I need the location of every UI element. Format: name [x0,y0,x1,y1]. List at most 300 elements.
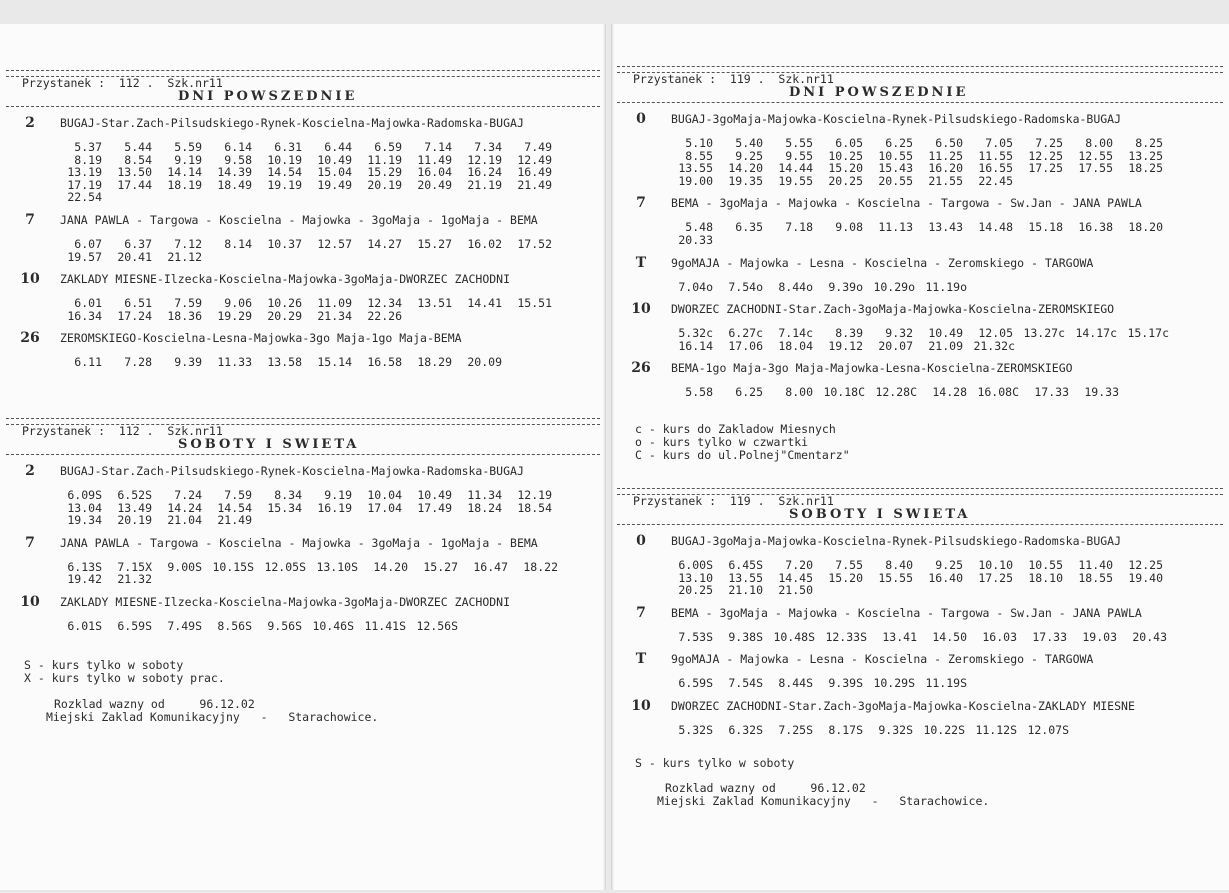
note-line: C - kurs do ul.Polnej"Cmentarz" [635,447,850,462]
departure-time: 8.19 [74,152,102,167]
departure-time: 11.41S [364,618,406,633]
departure-times [611,137,1229,187]
departure-time: 6.50 [935,136,963,150]
left-sheet [0,24,606,890]
route-number: 26 [20,330,40,347]
departure-time: 17.04 [367,500,402,515]
departure-time: 10.15S [212,559,254,574]
departure-time: 7.25S [778,722,813,737]
departure-time: 16.24 [467,165,502,180]
departure-time: 9.39 [174,355,202,370]
departure-time: 8.34 [274,488,302,502]
departure-time: 14.45 [778,570,813,585]
departure-time: 9.32 [885,326,913,341]
departure-time: 6.52S [117,488,152,502]
left-weekend-section [0,418,606,724]
times-row [52,514,606,527]
departure-time: 12.19 [517,488,552,502]
departure-time: 15.29 [367,165,402,180]
route-block [611,605,1229,644]
departure-time: 7.12 [174,236,202,251]
departure-time: 7.15X [117,559,152,574]
departure-time: 15.34 [267,500,302,515]
route-header [0,535,606,551]
departure-time: 13.51 [417,296,452,311]
departure-time: 17.33 [1034,385,1069,400]
times-row [663,327,1229,340]
departure-time: 7.49S [167,618,202,633]
departure-time: 19.33 [1084,385,1119,400]
departure-time: 7.14 [424,140,452,154]
departure-time: 7.54S [728,676,763,691]
departure-time: 7.28 [124,355,152,370]
departure-time: 13.41 [882,629,917,644]
departure-time: 8.56S [217,618,252,633]
route-header [611,698,1229,714]
departure-time: 6.59 [374,140,402,154]
departure-time: 17.44 [117,177,152,192]
departure-time: 6.37 [124,236,152,251]
departure-time: 19.03 [1082,629,1117,644]
route-header [0,115,606,131]
route-stops: BEMA - 3goMaja - Majowka - Koscielna - Targowa - Sw.Jan - JANA PAWLA [671,196,1142,211]
departure-time: 5.48 [685,220,713,235]
departure-time: 8.00 [1085,136,1113,150]
note-line: S - kurs tylko w soboty [24,657,184,672]
departure-time: 5.44 [124,140,152,154]
legend-notes [611,423,1229,462]
departure-time: 11.49 [417,152,452,167]
departure-time: 16.38 [1078,220,1113,235]
departure-time: 5.55 [785,136,813,150]
route-stops: JANA PAWLA - Targowa - Koscielna - Majowka - 3goMaja - 1goMaja - BEMA [60,535,538,550]
departure-time: 16.03 [982,629,1017,644]
departure-time: 9.32S [878,722,913,737]
departure-time: 18.22 [523,559,558,574]
route-block [611,698,1229,737]
operator-name: Miejski Zaklad Komunikacyjny - Starachowice. [657,793,990,808]
departure-time: 20.29 [267,308,302,323]
departure-time: 6.05 [835,136,863,150]
departure-time: 9.08 [835,220,863,235]
departure-time: 5.37 [74,140,102,154]
departure-time: 17.52 [517,236,552,251]
departure-time: 6.25 [735,385,763,400]
departure-time: 15.51 [517,296,552,311]
departure-times [611,559,1229,597]
departure-time: 7.18 [785,220,813,235]
departure-time: 10.29o [873,279,915,294]
departure-time: 15.14 [317,355,352,370]
route-stops: BUGAJ-Star.Zach-Pilsudskiego-Rynek-Koscielna-Majowka-Radomska-BUGAJ [60,464,524,478]
departure-time: 7.54o [728,279,763,294]
departure-time: 10.49 [317,152,352,167]
departure-time: 6.14 [224,140,252,154]
departure-time: 11.19o [925,279,967,294]
footer [0,698,606,724]
departure-time: 13.25 [1128,148,1163,163]
single-rule [617,524,1223,525]
departure-time: 20.19 [117,513,152,528]
departure-time: 21.10 [728,583,763,598]
departure-time: 11.33 [217,355,252,370]
departure-time: 11.25 [928,148,963,163]
departure-time: 6.27c [728,326,763,341]
route-header [0,330,606,346]
departure-time: 12.56S [416,618,458,633]
times-row [52,251,606,264]
section-title: SOBOTY I SWIETA [789,507,971,522]
departure-time: 14.44 [778,161,813,176]
departure-time: 19.42 [67,572,102,587]
route-header [0,463,606,479]
departure-time: 11.12S [975,722,1017,737]
departure-time: 6.44 [324,140,352,154]
departure-time: 15.27 [423,559,458,574]
route-block [0,271,606,322]
route-block [611,360,1229,399]
departure-time: 20.09 [467,355,502,370]
departure-time: 18.29 [417,355,452,370]
departure-time: 17.33 [1032,629,1067,644]
departure-time: 9.00S [167,559,202,574]
departure-time: 22.26 [367,308,402,323]
route-number: 2 [25,463,35,479]
departure-time: 10.19 [267,152,302,167]
departure-time: 21.32c [973,338,1015,353]
departure-time: 13.10 [678,570,713,585]
departure-times [611,221,1229,246]
departure-time: 8.44S [778,676,813,691]
route-number: 26 [631,360,651,377]
departure-time: 19.19 [267,177,302,192]
route-number: 7 [636,604,646,621]
departure-time: 8.54 [124,152,152,167]
departure-time: 18.55 [1078,570,1113,585]
stop-label: Przystanek : 119 . Szk.nr11 [633,72,834,86]
departure-time: 8.40 [885,558,913,572]
departure-time: 12.34 [367,296,402,311]
route-block [0,594,606,633]
departure-time: 14.17c [1075,326,1117,341]
route-header [611,533,1229,549]
departure-time: 10.26 [267,296,302,311]
departure-time: 14.39 [217,165,252,180]
departure-time: 9.19 [174,152,202,167]
departure-time: 7.59 [224,488,252,502]
departure-time: 6.35 [735,220,763,235]
route-number: T [635,651,647,668]
times-row [663,677,1229,690]
departure-time: 9.25 [935,558,963,572]
legend-notes [0,659,606,685]
departure-time: 6.45S [728,558,763,572]
departure-time: 14.27 [367,236,402,251]
times-row [52,141,606,154]
times-row [52,238,606,251]
route-block [0,330,606,369]
departure-time: 16.20 [928,161,963,176]
departure-times [611,281,1229,294]
times-row [52,297,606,310]
route-stops: BUGAJ-3goMaja-Majowka-Koscielna-Rynek-Pilsudskiego-Radomska-BUGAJ [671,112,1122,126]
departure-time: 19.35 [728,173,763,188]
departure-time: 10.25 [828,148,863,163]
times-row [663,584,1229,597]
departure-time: 15.27 [417,236,452,251]
departure-time: 7.55 [835,558,863,572]
route-stops: BEMA-1go Maja-3go Maja-Majowka-Lesna-Koscielna-ZEROMSKIEGO [671,361,1073,376]
departure-time: 16.55 [978,161,1013,176]
times-row [52,489,606,502]
times-row [663,175,1229,188]
departure-time: 7.59 [174,296,202,311]
departure-time: 8.17S [828,722,863,737]
departure-time: 20.43 [1132,629,1167,644]
legend-notes [611,757,1229,770]
times-row [663,281,1229,294]
route-block [0,463,606,527]
departure-times [0,141,606,204]
departure-time: 9.19 [324,488,352,502]
departure-time: 14.41 [467,296,502,311]
departure-time: 20.19 [367,177,402,192]
departure-time: 21.34 [317,308,352,323]
valid-from: Rozklad wazny od 96.12.02 [665,780,866,795]
departure-time: 18.36 [167,308,202,323]
departure-time: 7.49 [524,140,552,154]
departure-time: 20.25 [828,173,863,188]
departure-time: 12.25 [1128,558,1163,572]
times-row [663,221,1229,234]
route-stops: DWORZEC ZACHODNI-Star.Zach-3goMaja-Majowka-Koscielna-ZEROMSKIEGO [671,302,1115,317]
departure-time: 20.41 [117,249,152,264]
departure-time: 10.46S [312,618,354,633]
departure-time: 6.25 [885,136,913,150]
route-stops: 9goMAJA - Majowka - Lesna - Koscielna - Zeromskiego - TARGOWA [671,652,1094,667]
departure-time: 22.45 [978,173,1013,188]
departure-time: 6.11 [74,355,102,370]
departure-time: 18.19 [167,177,202,192]
departure-time: 20.49 [417,177,452,192]
route-stops: ZAKLADY MIESNE-Ilzecka-Koscielna-Majowka-3goMaja-DWORZEC ZACHODNI [60,594,511,609]
departure-time: 21.09 [928,338,963,353]
departure-times [611,724,1229,737]
departure-time: 13.55 [728,570,763,585]
departure-time: 14.54 [267,165,302,180]
route-stops: ZAKLADY MIESNE-Ilzecka-Koscielna-Majowka-3goMaja-DWORZEC ZACHODNI [60,272,511,287]
departure-time: 15.20 [828,161,863,176]
departure-time: 15.17c [1127,326,1169,341]
departure-time: 7.34 [474,140,502,154]
departure-time: 13.50 [117,165,152,180]
departure-time: 9.39S [828,676,863,691]
departure-time: 13.49 [117,500,152,515]
departure-time: 17.55 [1078,161,1113,176]
single-rule [6,454,600,455]
departure-time: 17.49 [417,500,452,515]
route-header [611,301,1229,317]
departure-time: 12.19 [467,152,502,167]
departure-time: 17.25 [1028,161,1063,176]
times-row [663,137,1229,150]
departure-times [0,561,606,586]
departure-time: 7.24 [174,488,202,502]
departure-time: 15.18 [1028,220,1063,235]
departure-time: 10.49 [928,326,963,341]
departure-time: 10.10 [978,558,1013,572]
route-list [0,463,606,633]
departure-time: 16.08C [977,385,1019,400]
route-header [0,594,606,610]
route-number: 7 [25,211,35,228]
departure-time: 6.59S [678,676,713,691]
departure-time: 7.04o [678,279,713,294]
departure-time: 19.55 [778,173,813,188]
departure-time: 6.32S [728,722,763,737]
route-stops: ZEROMSKIEGO-Koscielna-Lesna-Majowka-3go Maja-1go Maja-BEMA [60,331,462,346]
times-row [52,166,606,179]
departure-time: 10.55 [878,148,913,163]
route-header [611,605,1229,621]
departure-time: 13.58 [267,355,302,370]
route-block [0,115,606,204]
departure-time: 14.20 [728,161,763,176]
departure-time: 13.04 [67,500,102,515]
route-block [611,195,1229,246]
departure-time: 5.32c [678,326,713,341]
departure-time: 10.49 [417,488,452,502]
departure-time: 11.13 [878,220,913,235]
departure-times [0,620,606,633]
departure-time: 21.49 [517,177,552,192]
route-number: T [635,254,647,271]
route-header [611,651,1229,667]
departure-time: 15.55 [878,570,913,585]
departure-time: 10.37 [267,236,302,251]
times-row [52,356,606,369]
times-row [663,631,1229,644]
departure-time: 16.40 [928,570,963,585]
departure-time: 7.53S [678,629,713,644]
right-sheet [611,24,1229,890]
departure-time: 14.14 [167,165,202,180]
departure-time: 13.27c [1023,326,1065,341]
departure-time: 21.04 [167,513,202,528]
route-number: 0 [636,111,646,127]
note-line: c - kurs do Zakladow Miesnych [635,421,836,436]
departure-time: 13.55 [678,161,713,176]
stop-label: Przystanek : 112 . Szk.nr11 [22,424,223,438]
operator-name: Miejski Zaklad Komunikacyjny - Starachowice. [46,709,379,724]
departure-time: 16.58 [367,355,402,370]
departure-time: 19.57 [67,249,102,264]
route-number: 10 [20,271,40,288]
times-row [663,724,1229,737]
departure-time: 14.28 [932,385,967,400]
departure-times [611,677,1229,690]
departure-time: 7.14c [778,326,813,341]
departure-times [611,386,1229,399]
departure-time: 11.55 [978,148,1013,163]
route-list [0,115,606,369]
departure-time: 12.25 [1028,148,1063,163]
departure-time: 14.20 [373,559,408,574]
stop-label: Przystanek : 112 . Szk.nr11 [22,76,223,90]
departure-time: 5.58 [685,385,713,400]
right-weekend-section [611,488,1229,808]
departure-time: 19.29 [217,308,252,323]
departure-time: 8.55 [685,148,713,163]
route-number: 7 [25,534,35,551]
departure-time: 10.18C [823,385,865,400]
route-stops: 9goMAJA - Majowka - Lesna - Koscielna - Zeromskiego - TARGOWA [671,255,1094,270]
departure-time: 18.24 [467,500,502,515]
times-row [663,559,1229,572]
route-header [611,255,1229,271]
departure-time: 11.19S [925,676,967,691]
departure-time: 19.00 [678,173,713,188]
departure-time: 17.19 [67,177,102,192]
departure-time: 19.12 [828,338,863,353]
departure-time: 6.00S [678,558,713,572]
section-title: SOBOTY I SWIETA [178,437,360,452]
departure-time: 18.20 [1128,220,1163,235]
stop-label: Przystanek : 119 . Szk.nr11 [633,494,834,508]
valid-from: Rozklad wazny od 96.12.02 [54,696,255,711]
note-line: o - kurs tylko w czwartki [635,434,809,449]
route-number: 10 [631,697,651,714]
route-block [0,212,606,263]
departure-time: 13.10S [316,559,358,574]
route-number: 10 [20,593,40,610]
route-number: 10 [631,301,651,318]
route-block [611,301,1229,352]
departure-time: 9.55 [785,148,813,163]
departure-time: 8.00 [785,385,813,400]
times-row [52,191,606,204]
departure-time: 7.25 [1035,136,1063,150]
departure-time: 22.54 [67,190,102,205]
route-number: 7 [636,195,646,212]
departure-time: 6.09S [67,488,102,502]
departure-time: 16.47 [473,559,508,574]
departure-time: 14.24 [167,500,202,515]
departure-time: 8.39 [835,326,863,341]
right-weekday-section [611,66,1229,462]
departure-time: 19.34 [67,513,102,528]
departure-times [0,238,606,263]
times-row [663,386,1229,399]
route-stops: BEMA - 3goMaja - Majowka - Koscielna - Targowa - Sw.Jan - JANA PAWLA [671,605,1142,620]
route-header [0,212,606,228]
departure-time: 13.43 [928,220,963,235]
departure-time: 12.49 [517,152,552,167]
departure-time: 11.09 [317,296,352,311]
departure-time: 16.34 [67,308,102,323]
route-header [611,195,1229,211]
departure-time: 20.25 [678,583,713,598]
route-header [611,111,1229,127]
departure-time: 20.33 [678,232,713,247]
departure-time: 16.49 [517,165,552,180]
departure-time: 15.43 [878,161,913,176]
departure-time: 12.05S [264,559,306,574]
departure-times [0,489,606,527]
departure-time: 21.55 [928,173,963,188]
departure-times [611,631,1229,644]
departure-time: 12.28C [875,385,917,400]
